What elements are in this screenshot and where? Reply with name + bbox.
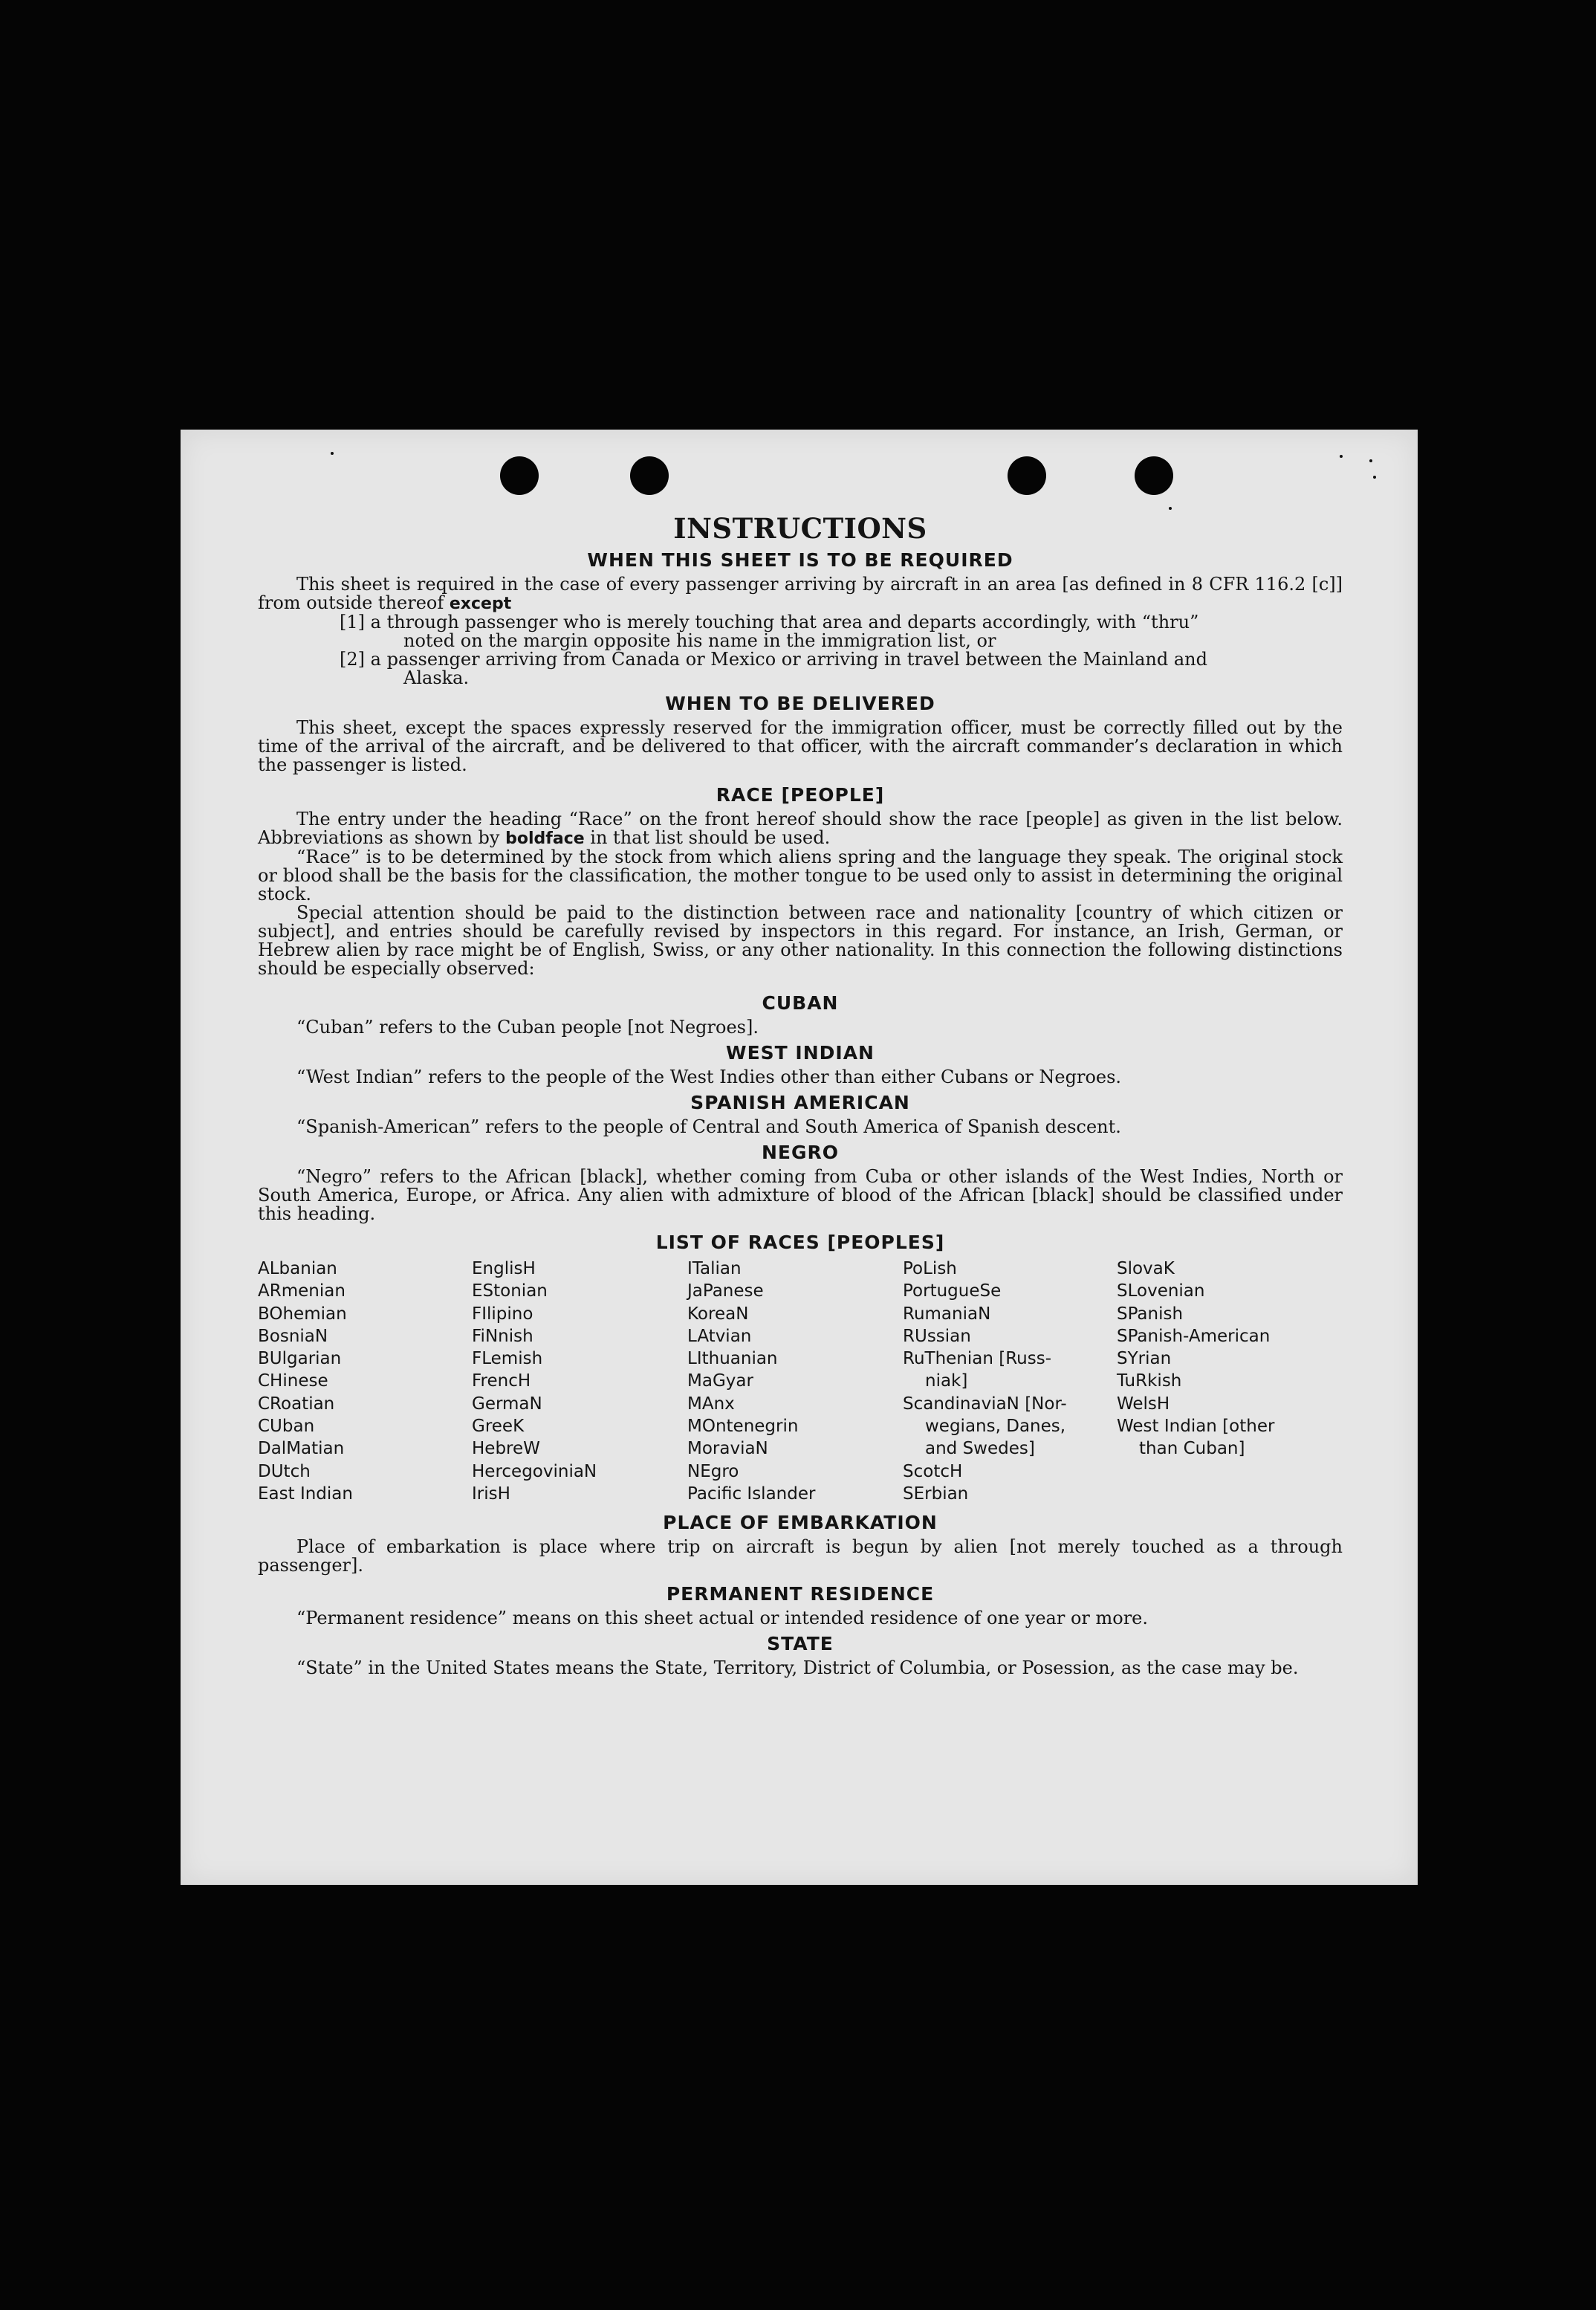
when-required-intro: This sheet is required in the case of every passenger arriving by aircraft in an area [as defined in 8 CFR 116.2 [c]] from outside thereof except xyxy=(258,574,1343,613)
speck xyxy=(1369,459,1372,462)
section-heading-race: RACE [PEOPLE] xyxy=(716,784,885,806)
race-entry: DalMatian xyxy=(258,1439,345,1459)
race-entry: RuThenian [Russ- xyxy=(903,1349,1052,1369)
section-heading-west-indian: WEST INDIAN xyxy=(726,1042,875,1064)
race-entry: EnglisH xyxy=(472,1259,536,1278)
section-heading-residence: PERMANENT RESIDENCE xyxy=(666,1583,935,1605)
race-entry: West Indian [other xyxy=(1117,1417,1275,1437)
section-heading-cuban: CUBAN xyxy=(762,992,839,1014)
race-entry: SLovenian xyxy=(1117,1281,1205,1301)
race-entry: LAtvian xyxy=(687,1326,752,1346)
race-entry xyxy=(1117,1460,1340,1483)
race-entry: WelsH xyxy=(1117,1394,1170,1414)
race-entry: FiNnish xyxy=(472,1326,533,1346)
section-heading-embarkation: PLACE OF EMBARKATION xyxy=(663,1512,938,1534)
race-entry: and Swedes] xyxy=(925,1439,1035,1459)
race-entry: SPanish-American xyxy=(1117,1326,1271,1346)
race-entry: wegians, Danes, xyxy=(925,1417,1066,1437)
race-entry: FrencH xyxy=(472,1371,531,1391)
race-entry: CUban xyxy=(258,1417,315,1437)
race-entry: PoLish xyxy=(903,1259,957,1278)
section-heading-negro: NEGRO xyxy=(761,1142,840,1163)
race-paragraph-3: Special attention should be paid to the distinction between race and nationality [country of which citizen or subject], and entries should be carefully revised by inspectors in this regard. For instance, an Irish, German, or Hebrew alien by race might be of English, Swiss, or any other nationality. In this connection the following distinctions should be especially observed: xyxy=(258,902,1343,979)
section-heading-state: STATE xyxy=(767,1633,834,1655)
spanish-american-text: “Spanish-American” refers to the people of Central and South America of Spanish descent. xyxy=(296,1116,1121,1137)
race-entry: RumaniaN xyxy=(903,1304,991,1324)
embarkation-text: Place of embarkation is place where trip on aircraft is begun by alien [not merely touched as a through passenger]. xyxy=(258,1536,1343,1576)
race-entry: CRoatian xyxy=(258,1394,335,1414)
speck xyxy=(331,452,334,455)
section-heading-when-delivered: WHEN TO BE DELIVERED xyxy=(665,693,935,714)
race-entry: SPanish xyxy=(1117,1304,1184,1324)
race-paragraph-1: The entry under the heading “Race” on the front hereof should show the race [people] as given in the list below. Abbreviations as shown by boldface in that list should be used. xyxy=(258,809,1343,848)
race-entry: FLemish xyxy=(472,1349,543,1369)
race-entry: ScandinaviaN [Nor- xyxy=(903,1394,1067,1414)
race-entry: SErbian xyxy=(903,1484,969,1504)
race-entry: RUssian xyxy=(903,1326,971,1346)
race-entry: HebreW xyxy=(472,1439,540,1459)
punch-hole xyxy=(1008,456,1046,495)
race-entry: HercegoviniaN xyxy=(472,1461,597,1481)
punch-hole xyxy=(1135,456,1173,495)
race-entry: than Cuban] xyxy=(1139,1439,1245,1459)
race-entry: MOntenegrin xyxy=(687,1417,799,1437)
instructions-content xyxy=(258,513,1343,1678)
section-heading-spanish-american: SPANISH AMERICAN xyxy=(690,1092,910,1113)
race-paragraph-2: “Race” is to be determined by the stock from which aliens spring and the language they speak. The original stock or blood shall be the basis for the classification, the mother tongue to be used only to assist in determining the original stock. xyxy=(258,847,1343,905)
race-entry: BosniaN xyxy=(258,1326,328,1346)
race-entry: DUtch xyxy=(258,1461,311,1481)
race-entry: ALbanian xyxy=(258,1259,337,1278)
except-bold: except xyxy=(449,595,512,613)
race-entry: CHinese xyxy=(258,1371,328,1391)
race-entry: MoraviaN xyxy=(687,1439,768,1459)
race-entry: East Indian xyxy=(258,1484,353,1504)
race-entry: ARmenian xyxy=(258,1281,346,1301)
exception-item-2: [2] a passenger arriving from Canada or Mexico or arriving in travel between the Mainland and Alaska. xyxy=(340,649,1207,688)
residence-text: “Permanent residence” means on this sheet actual or intended residence of one year or more. xyxy=(296,1608,1148,1629)
section-heading-list-of-races: LIST OF RACES [PEOPLES] xyxy=(655,1232,945,1253)
race-entry: JaPanese xyxy=(687,1281,764,1301)
punch-hole xyxy=(500,456,539,495)
races-list xyxy=(258,1258,1343,1505)
race-entry: EStonian xyxy=(472,1281,548,1301)
section-heading-when-required: WHEN THIS SHEET IS TO BE REQUIRED xyxy=(587,549,1013,571)
race-entry: GreeK xyxy=(472,1417,525,1437)
boldface-word: boldface xyxy=(505,829,585,848)
cuban-text: “Cuban” refers to the Cuban people [not Negroes]. xyxy=(296,1017,759,1038)
state-text: “State” in the United States means the State, Territory, District of Columbia, or Posession, as the case may be. xyxy=(296,1657,1299,1679)
speck xyxy=(1373,476,1376,479)
document-sheet xyxy=(181,430,1418,1885)
west-indian-text: “West Indian” refers to the people of the West Indies other than either Cubans or Negroes. xyxy=(296,1067,1122,1087)
race-entry: Pacific Islander xyxy=(687,1484,816,1504)
race-entry: MAnx xyxy=(687,1394,735,1414)
speck xyxy=(1340,455,1343,458)
race-entry: TuRkish xyxy=(1117,1371,1182,1391)
race-entry: LIthuanian xyxy=(687,1349,778,1369)
race-entry: SlovaK xyxy=(1117,1259,1175,1278)
page-title: INSTRUCTIONS xyxy=(673,512,927,545)
speck xyxy=(1169,507,1172,510)
race-entry: SYrian xyxy=(1117,1349,1172,1369)
exception-item-1: [1] a through passenger who is merely touching that area and departs accordingly, with “thru” noted on the margin opposite his name in the immigration list, or xyxy=(340,612,1199,651)
race-entry: BUlgarian xyxy=(258,1349,342,1369)
race-entry: PortugueSe xyxy=(903,1281,1002,1301)
race-entry: BOhemian xyxy=(258,1304,347,1324)
negro-text: “Negro” refers to the African [black], whether coming from Cuba or other islands of the West Indies, North or South America, Europe, or Africa. Any alien with admixture of blood of the African [black] should be classified under this heading. xyxy=(258,1166,1343,1224)
race-entry: ITalian xyxy=(687,1259,742,1278)
race-entry: MaGyar xyxy=(687,1371,753,1391)
race-entry: IrisH xyxy=(472,1484,510,1504)
race-entry: ScotcH xyxy=(903,1461,963,1481)
race-entry: FIlipino xyxy=(472,1304,533,1324)
race-entry: niak] xyxy=(925,1371,968,1391)
race-entry: NEgro xyxy=(687,1461,739,1481)
race-entry: KoreaN xyxy=(687,1304,749,1324)
punch-hole xyxy=(630,456,669,495)
when-delivered-text: This sheet, except the spaces expressly reserved for the immigration officer, must be correctly filled out by the time of the arrival of the aircraft, and be delivered to that officer, with the aircraft commander’s declaration in which the passenger is listed. xyxy=(258,717,1343,775)
race-entry xyxy=(1117,1483,1340,1505)
race-entry: GermaN xyxy=(472,1394,542,1414)
